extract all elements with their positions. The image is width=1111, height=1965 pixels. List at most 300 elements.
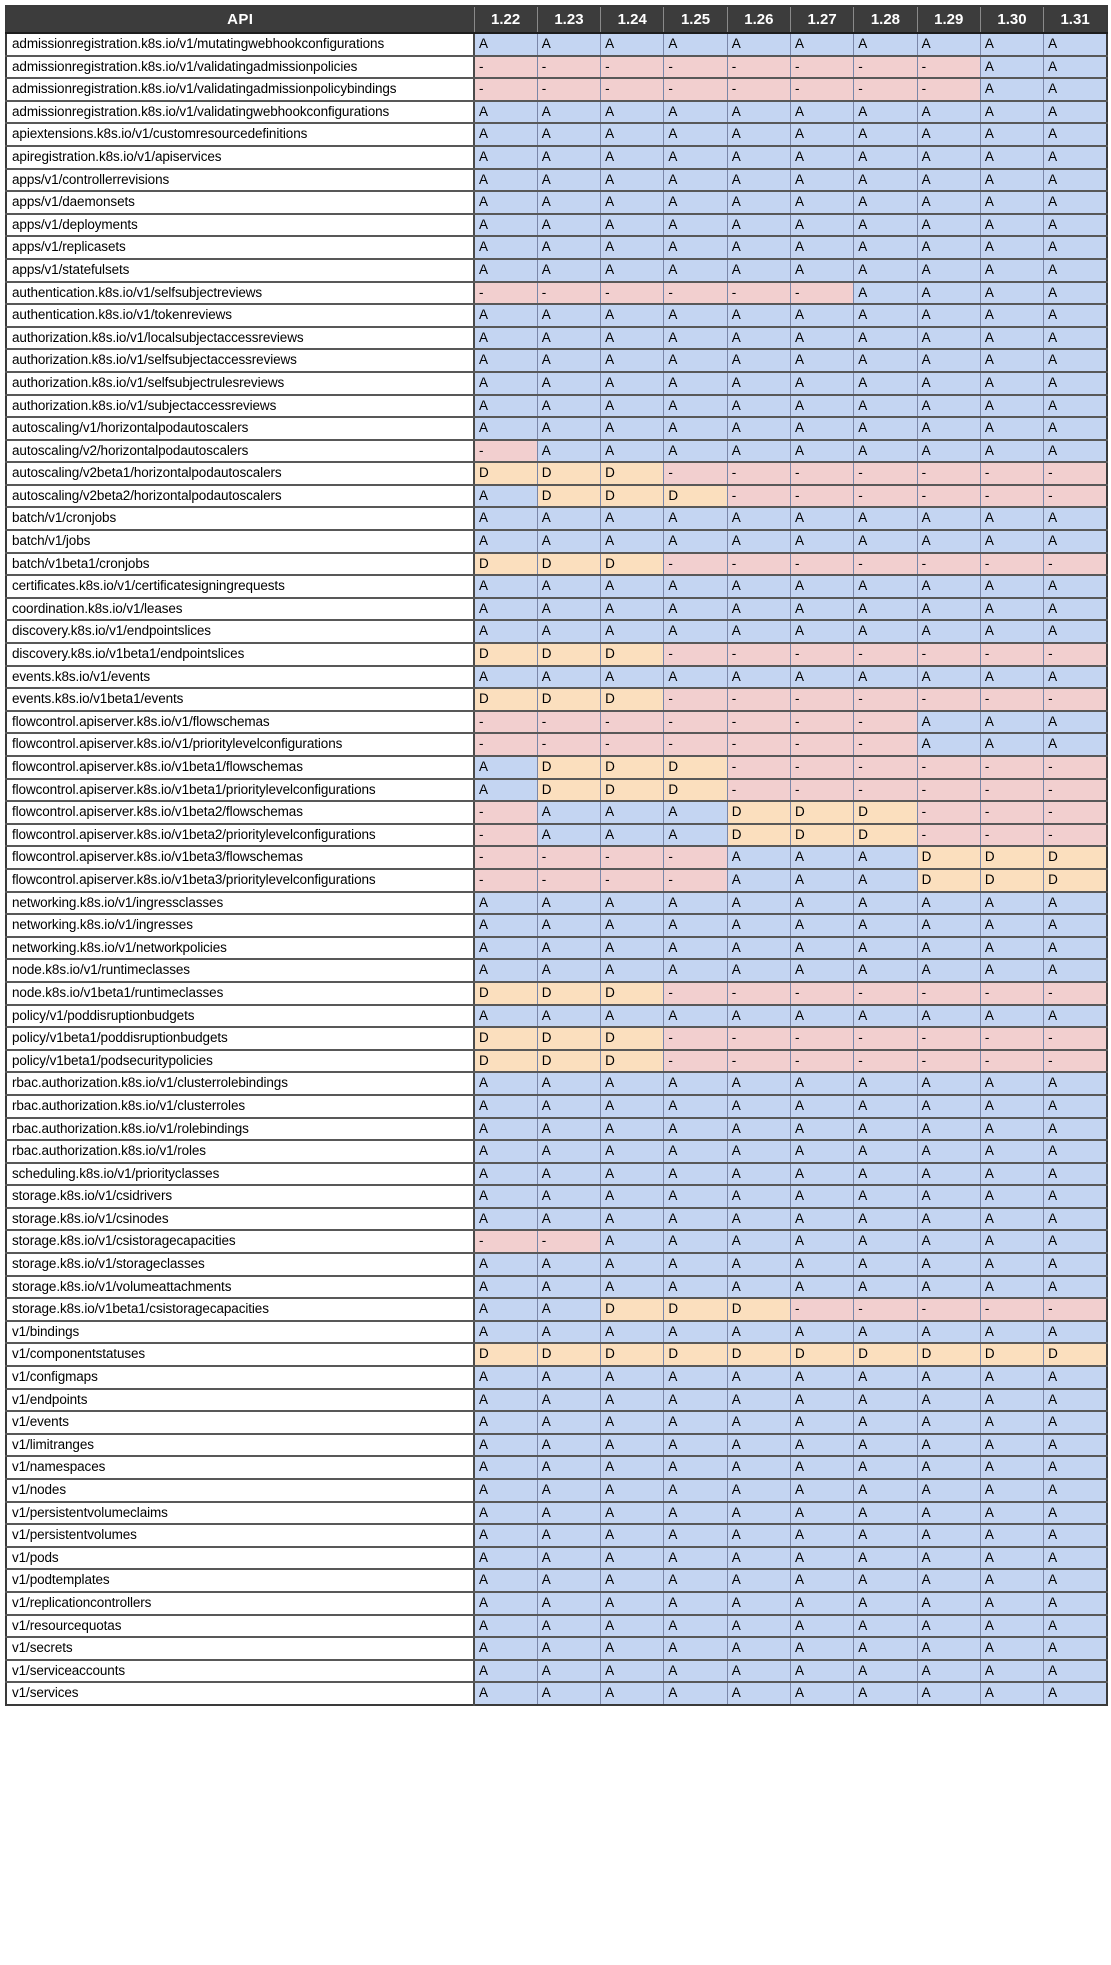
status-cell: - (1044, 688, 1107, 711)
status-cell: A (1044, 282, 1107, 305)
status-cell: D (980, 846, 1043, 869)
column-header-version[interactable]: 1.31 (1044, 6, 1107, 33)
table-row (6, 801, 1107, 824)
status-cell: A (917, 1547, 980, 1570)
status-cell: D (601, 1050, 664, 1073)
status-cell: D (474, 1050, 537, 1073)
status-cell: A (537, 937, 600, 960)
status-cell: A (601, 1660, 664, 1683)
status-cell: D (727, 1298, 790, 1321)
status-cell: - (727, 1050, 790, 1073)
status-cell: - (854, 78, 917, 101)
table-row (6, 1389, 1107, 1412)
status-cell: D (917, 846, 980, 869)
status-cell: A (474, 327, 537, 350)
status-cell: - (917, 756, 980, 779)
status-cell: - (980, 982, 1043, 1005)
status-cell: A (474, 1298, 537, 1321)
column-header-version[interactable]: 1.28 (854, 6, 917, 33)
status-cell: - (854, 711, 917, 734)
table-row (6, 1592, 1107, 1615)
status-cell: A (474, 1005, 537, 1028)
status-cell: A (854, 1208, 917, 1231)
status-cell: D (854, 824, 917, 847)
status-cell: A (917, 1389, 980, 1412)
column-header-version[interactable]: 1.22 (474, 6, 537, 33)
status-cell: A (664, 937, 727, 960)
api-name-cell: authentication.k8s.io/v1/selfsubjectreviews (6, 282, 474, 305)
status-cell: A (601, 1592, 664, 1615)
status-cell: - (1044, 824, 1107, 847)
status-cell: A (1044, 101, 1107, 124)
status-cell: A (664, 914, 727, 937)
status-cell: A (601, 937, 664, 960)
status-cell: A (474, 1072, 537, 1095)
status-cell: A (727, 304, 790, 327)
api-name-cell: networking.k8s.io/v1/ingresses (6, 914, 474, 937)
status-cell: A (601, 1185, 664, 1208)
table-row (6, 1411, 1107, 1434)
status-cell: A (537, 304, 600, 327)
status-cell: A (1044, 1253, 1107, 1276)
status-cell: A (917, 1456, 980, 1479)
status-cell: A (980, 1547, 1043, 1570)
status-cell: - (664, 711, 727, 734)
status-cell: A (917, 1592, 980, 1615)
column-header-version[interactable]: 1.29 (917, 6, 980, 33)
column-header-version[interactable]: 1.24 (601, 6, 664, 33)
status-cell: A (790, 1140, 853, 1163)
status-cell: A (474, 146, 537, 169)
status-cell: A (664, 440, 727, 463)
status-cell: A (474, 1637, 537, 1660)
status-cell: A (537, 395, 600, 418)
status-cell: A (854, 530, 917, 553)
status-cell: A (790, 1502, 853, 1525)
status-cell: A (474, 372, 537, 395)
api-name-cell: discovery.k8s.io/v1/endpointslices (6, 620, 474, 643)
status-cell: A (1044, 259, 1107, 282)
status-cell: A (474, 259, 537, 282)
status-cell: A (537, 327, 600, 350)
status-cell: A (474, 1118, 537, 1141)
table-row (6, 1479, 1107, 1502)
status-cell: A (537, 1434, 600, 1457)
status-cell: A (727, 1547, 790, 1570)
api-name-cell: storage.k8s.io/v1beta1/csistoragecapacities (6, 1298, 474, 1321)
status-cell: A (537, 101, 600, 124)
api-name-cell: v1/componentstatuses (6, 1343, 474, 1366)
status-cell: A (854, 327, 917, 350)
status-cell: A (790, 846, 853, 869)
api-name-cell: v1/services (6, 1682, 474, 1705)
status-cell: - (980, 801, 1043, 824)
status-cell: A (727, 1411, 790, 1434)
status-cell: A (474, 214, 537, 237)
status-cell: A (537, 1185, 600, 1208)
status-cell: A (474, 236, 537, 259)
status-cell: - (664, 553, 727, 576)
status-cell: A (854, 1366, 917, 1389)
status-cell: A (537, 1411, 600, 1434)
status-cell: A (537, 123, 600, 146)
status-cell: - (854, 982, 917, 1005)
status-cell: D (537, 643, 600, 666)
status-cell: A (601, 259, 664, 282)
status-cell: A (664, 101, 727, 124)
status-cell: A (601, 440, 664, 463)
status-cell: D (601, 779, 664, 802)
status-cell: - (474, 282, 537, 305)
status-cell: A (854, 349, 917, 372)
status-cell: - (854, 643, 917, 666)
status-cell: A (790, 1366, 853, 1389)
table-row (6, 620, 1107, 643)
status-cell: A (537, 801, 600, 824)
status-cell: A (727, 575, 790, 598)
status-cell: A (601, 666, 664, 689)
status-cell: A (790, 1095, 853, 1118)
status-cell: A (664, 236, 727, 259)
status-cell: A (917, 1434, 980, 1457)
api-name-cell: v1/podtemplates (6, 1569, 474, 1592)
status-cell: D (917, 869, 980, 892)
status-cell: A (727, 440, 790, 463)
api-name-cell: batch/v1beta1/cronjobs (6, 553, 474, 576)
status-cell: A (727, 1479, 790, 1502)
status-cell: A (537, 1321, 600, 1344)
status-cell: A (601, 1524, 664, 1547)
status-cell: A (1044, 1276, 1107, 1299)
status-cell: A (601, 1230, 664, 1253)
api-name-cell: certificates.k8s.io/v1/certificatesigningrequests (6, 575, 474, 598)
table-row (6, 1050, 1107, 1073)
status-cell: A (664, 959, 727, 982)
status-cell: A (474, 1321, 537, 1344)
status-cell: - (790, 78, 853, 101)
status-cell: - (537, 56, 600, 79)
status-cell: - (727, 56, 790, 79)
status-cell: A (980, 1095, 1043, 1118)
status-cell: - (854, 688, 917, 711)
status-cell: A (601, 1547, 664, 1570)
api-name-cell: apps/v1/deployments (6, 214, 474, 237)
table-row (6, 349, 1107, 372)
status-cell: A (854, 33, 917, 56)
table-row (6, 1118, 1107, 1141)
status-cell: A (790, 530, 853, 553)
status-cell: - (474, 78, 537, 101)
api-availability-table (5, 5, 1108, 1706)
status-cell: A (917, 282, 980, 305)
status-cell: A (854, 892, 917, 915)
status-cell: A (1044, 1163, 1107, 1186)
status-cell: - (727, 643, 790, 666)
table-row (6, 259, 1107, 282)
status-cell: A (980, 1321, 1043, 1344)
status-cell: A (854, 1682, 917, 1705)
table-row (6, 236, 1107, 259)
api-name-cell: storage.k8s.io/v1/csidrivers (6, 1185, 474, 1208)
status-cell: A (537, 1547, 600, 1570)
status-cell: A (854, 1185, 917, 1208)
status-cell: - (980, 756, 1043, 779)
api-name-cell: v1/limitranges (6, 1434, 474, 1457)
status-cell: - (790, 1298, 853, 1321)
status-cell: A (980, 146, 1043, 169)
status-cell: A (601, 417, 664, 440)
status-cell: A (1044, 440, 1107, 463)
status-cell: A (727, 1072, 790, 1095)
table-body (6, 33, 1107, 1705)
table-row (6, 1569, 1107, 1592)
status-cell: A (854, 869, 917, 892)
table-row (6, 756, 1107, 779)
status-cell: A (980, 1660, 1043, 1683)
column-header-api[interactable]: API (6, 6, 474, 33)
status-cell: - (474, 869, 537, 892)
status-cell: A (1044, 1095, 1107, 1118)
status-cell: A (601, 801, 664, 824)
status-cell: - (1044, 485, 1107, 508)
status-cell: A (790, 417, 853, 440)
status-cell: - (474, 440, 537, 463)
status-cell: - (790, 756, 853, 779)
table-row (6, 1456, 1107, 1479)
status-cell: A (917, 1095, 980, 1118)
api-name-cell: apps/v1/controllerrevisions (6, 169, 474, 192)
status-cell: D (537, 982, 600, 1005)
status-cell: A (474, 575, 537, 598)
status-cell: D (474, 1343, 537, 1366)
status-cell: A (1044, 1569, 1107, 1592)
column-header-version[interactable]: 1.27 (790, 6, 853, 33)
status-cell: A (1044, 1524, 1107, 1547)
status-cell: A (980, 1592, 1043, 1615)
status-cell: A (917, 530, 980, 553)
status-cell: D (537, 553, 600, 576)
status-cell: A (917, 372, 980, 395)
status-cell: A (854, 1660, 917, 1683)
status-cell: A (1044, 327, 1107, 350)
status-cell: A (664, 892, 727, 915)
table-row (6, 1185, 1107, 1208)
status-cell: A (601, 1479, 664, 1502)
status-cell: A (474, 1456, 537, 1479)
status-cell: A (601, 892, 664, 915)
status-cell: A (601, 620, 664, 643)
status-cell: A (917, 1615, 980, 1638)
status-cell: A (474, 1185, 537, 1208)
table-row (6, 1547, 1107, 1570)
status-cell: A (727, 1637, 790, 1660)
status-cell: A (854, 1005, 917, 1028)
status-cell: - (854, 1050, 917, 1073)
status-cell: - (980, 1027, 1043, 1050)
column-header-version[interactable]: 1.23 (537, 6, 600, 33)
status-cell: - (980, 1050, 1043, 1073)
status-cell: A (980, 507, 1043, 530)
status-cell: - (537, 78, 600, 101)
status-cell: A (664, 1660, 727, 1683)
status-cell: A (664, 1637, 727, 1660)
status-cell: A (854, 1140, 917, 1163)
api-name-cell: v1/bindings (6, 1321, 474, 1344)
status-cell: A (854, 1456, 917, 1479)
api-name-cell: policy/v1beta1/poddisruptionbudgets (6, 1027, 474, 1050)
status-cell: A (601, 123, 664, 146)
column-header-version[interactable]: 1.25 (664, 6, 727, 33)
status-cell: D (1044, 1343, 1107, 1366)
status-cell: A (537, 372, 600, 395)
status-cell: - (980, 779, 1043, 802)
status-cell: A (917, 1637, 980, 1660)
status-cell: A (474, 1660, 537, 1683)
status-cell: - (474, 733, 537, 756)
status-cell: A (727, 1502, 790, 1525)
status-cell: A (1044, 1230, 1107, 1253)
status-cell: A (474, 1569, 537, 1592)
status-cell: A (854, 372, 917, 395)
column-header-version[interactable]: 1.26 (727, 6, 790, 33)
status-cell: A (537, 169, 600, 192)
table-row (6, 1027, 1107, 1050)
status-cell: A (980, 101, 1043, 124)
status-cell: A (790, 869, 853, 892)
status-cell: A (664, 620, 727, 643)
table-row (6, 1660, 1107, 1683)
status-cell: A (474, 598, 537, 621)
status-cell: A (854, 101, 917, 124)
status-cell: A (790, 914, 853, 937)
status-cell: A (474, 1276, 537, 1299)
status-cell: A (1044, 1682, 1107, 1705)
status-cell: A (854, 1253, 917, 1276)
status-cell: A (1044, 1637, 1107, 1660)
status-cell: A (537, 914, 600, 937)
status-cell: A (1044, 507, 1107, 530)
status-cell: A (537, 666, 600, 689)
status-cell: - (790, 711, 853, 734)
status-cell: A (537, 959, 600, 982)
status-cell: A (980, 282, 1043, 305)
status-cell: - (1044, 1027, 1107, 1050)
status-cell: A (727, 1366, 790, 1389)
status-cell: - (980, 462, 1043, 485)
status-cell: - (664, 1050, 727, 1073)
status-cell: A (537, 892, 600, 915)
status-cell: A (790, 372, 853, 395)
status-cell: A (727, 507, 790, 530)
status-cell: A (790, 304, 853, 327)
status-cell: A (727, 1321, 790, 1344)
status-cell: A (854, 1479, 917, 1502)
status-cell: A (790, 440, 853, 463)
status-cell: A (790, 395, 853, 418)
status-cell: A (474, 1434, 537, 1457)
status-cell: - (727, 1027, 790, 1050)
status-cell: A (790, 123, 853, 146)
status-cell: - (917, 1027, 980, 1050)
status-cell: - (664, 733, 727, 756)
status-cell: A (664, 1208, 727, 1231)
api-name-cell: discovery.k8s.io/v1beta1/endpointslices (6, 643, 474, 666)
status-cell: A (664, 304, 727, 327)
status-cell: A (980, 1005, 1043, 1028)
status-cell: A (474, 1140, 537, 1163)
table-row (6, 1524, 1107, 1547)
status-cell: A (727, 101, 790, 124)
status-cell: A (474, 530, 537, 553)
status-cell: - (790, 462, 853, 485)
api-name-cell: rbac.authorization.k8s.io/v1/clusterroles (6, 1095, 474, 1118)
status-cell: A (980, 169, 1043, 192)
status-cell: - (790, 982, 853, 1005)
table-row (6, 598, 1107, 621)
status-cell: A (790, 236, 853, 259)
status-cell: A (727, 620, 790, 643)
status-cell: A (1044, 304, 1107, 327)
table-row (6, 530, 1107, 553)
status-cell: A (1044, 395, 1107, 418)
status-cell: - (790, 282, 853, 305)
api-name-cell: authorization.k8s.io/v1/selfsubjectaccessreviews (6, 349, 474, 372)
status-cell: A (790, 1524, 853, 1547)
status-cell: A (727, 1208, 790, 1231)
status-cell: D (601, 1343, 664, 1366)
status-cell: A (537, 1682, 600, 1705)
status-cell: A (917, 440, 980, 463)
status-cell: A (1044, 598, 1107, 621)
status-cell: A (790, 1208, 853, 1231)
status-cell: A (537, 1276, 600, 1299)
status-cell: A (980, 1479, 1043, 1502)
status-cell: A (1044, 1208, 1107, 1231)
status-cell: A (537, 191, 600, 214)
table-row (6, 1615, 1107, 1638)
status-cell: A (917, 1682, 980, 1705)
table-row (6, 1298, 1107, 1321)
status-cell: A (664, 1163, 727, 1186)
status-cell: A (474, 1592, 537, 1615)
status-cell: A (474, 756, 537, 779)
api-name-cell: v1/namespaces (6, 1456, 474, 1479)
status-cell: A (790, 1185, 853, 1208)
api-name-cell: flowcontrol.apiserver.k8s.io/v1beta3/prioritylevelconfigurations (6, 869, 474, 892)
status-cell: - (917, 688, 980, 711)
api-name-cell: autoscaling/v2/horizontalpodautoscalers (6, 440, 474, 463)
status-cell: A (537, 1005, 600, 1028)
status-cell: A (790, 937, 853, 960)
status-cell: A (601, 1276, 664, 1299)
table-row (6, 779, 1107, 802)
status-cell: A (854, 282, 917, 305)
table-row (6, 643, 1107, 666)
status-cell: A (474, 169, 537, 192)
status-cell: - (917, 824, 980, 847)
api-name-cell: rbac.authorization.k8s.io/v1/clusterrolebindings (6, 1072, 474, 1095)
status-cell: A (917, 349, 980, 372)
api-name-cell: batch/v1/jobs (6, 530, 474, 553)
status-cell: A (474, 485, 537, 508)
table-row (6, 959, 1107, 982)
status-cell: A (474, 1615, 537, 1638)
status-cell: A (980, 372, 1043, 395)
table-row (6, 1005, 1107, 1028)
status-cell: D (537, 485, 600, 508)
status-cell: - (727, 688, 790, 711)
column-header-version[interactable]: 1.30 (980, 6, 1043, 33)
